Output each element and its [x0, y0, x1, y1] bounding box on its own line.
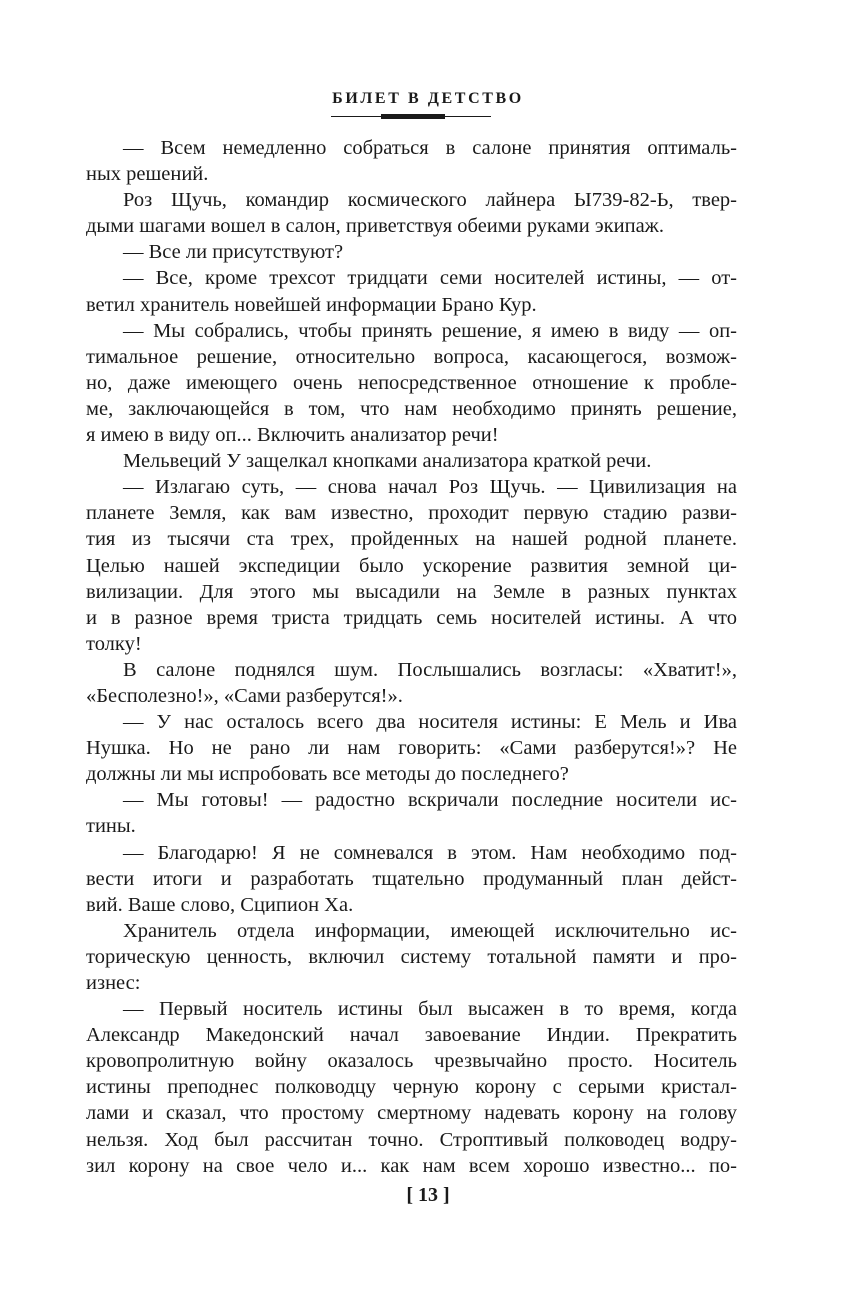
text-line: — Всем немедленно собраться в салоне принятия оптималь- [123, 137, 737, 159]
text-line: Мельвеций У защелкал кнопками анализатора краткой речи. [123, 450, 652, 473]
text-line: и в разное время триста тридцать семь носителей истины. А что [86, 606, 737, 629]
text-line: планете Земля, как вам известно, проходит первую стадию разви- [86, 502, 737, 525]
text-line: торическую ценность, включил систему тотальной памяти и про- [86, 945, 737, 968]
header-rule [331, 114, 491, 119]
text-line: нельзя. Ход был рассчитан точно. Строптивый полководец водру- [86, 1128, 737, 1151]
text-line: ме, заключающейся в том, что нам необходимо принять решение, [86, 397, 737, 420]
text-line: ных решений. [86, 163, 209, 186]
text-line: Хранитель отдела информации, имеющей исключительно ис- [123, 919, 737, 942]
header-rule-thick [381, 114, 445, 119]
text-line: кровопролитную войну оказалось чрезвычайно просто. Носитель [86, 1050, 737, 1073]
text-line: вий. Ваше слово, Сципион Ха. [86, 893, 354, 916]
text-line: Целью нашей экспедиции было ускорение развития земной ци- [86, 554, 737, 577]
text-line: — Мы готовы! — радостно вскричали последние носители ис- [123, 789, 737, 812]
text-line: «Бесполезно!», «Сами разберутся!». [86, 684, 403, 707]
text-line: В салоне поднялся шум. Послышались возгласы: «Хватит!», [123, 658, 737, 681]
text-line: тия из тысячи ста трех, пройденных на нашей родной планете. [86, 528, 737, 551]
text-line: изнес: [86, 972, 141, 994]
text-line: — Излагаю суть, — снова начал Роз Щучь. — Цивилизация на [123, 476, 737, 499]
text-line: — Благодарю! Я не сомневался в этом. Нам необходимо под- [123, 841, 737, 864]
text-line: — Первый носитель истины был высажен в то время, когда [123, 998, 737, 1021]
text-line: — У нас осталось всего два носителя истины: Е Мель и Ива [123, 711, 737, 734]
text-line: толку! [86, 632, 142, 655]
page-number: [ 13 ] [406, 1184, 450, 1206]
text-line: тимальное решение, относительно вопроса, касающегося, возмож- [86, 345, 737, 368]
text-line: я имею в виду оп... Включить анализатор речи! [86, 424, 499, 447]
text-line: вилизации. Для этого мы высадили на Земле в разных пунктах [86, 580, 737, 603]
text-line: — Все ли присутствуют? [123, 241, 344, 264]
text-line: Нушка. Но не рано ли нам говорить: «Сами разберутся!»? Не [86, 737, 737, 760]
body-text [86, 135, 737, 1179]
text-line: — Мы собрались, чтобы принять решение, я имею в виду — оп- [123, 319, 737, 342]
text-line: ветил хранитель новейшей информации Брано Кур. [86, 293, 537, 316]
text-line: — Все, кроме трехсот тридцати семи носителей истины, — от- [123, 267, 737, 290]
text-line: тины. [86, 815, 136, 838]
text-line: должны ли мы испробовать все методы до последнего? [86, 763, 569, 786]
text-line: истины преподнес полководцу черную корону с серыми кристал- [86, 1076, 737, 1099]
running-header [0, 88, 856, 110]
text-line: лами и сказал, что простому смертному надевать корону на голову [86, 1102, 737, 1125]
text-line: Роз Щучь, командир космического лайнера Ы739-82-Ь, твер- [123, 189, 737, 212]
text-line: Александр Македонский начал завоевание Индии. Прекратить [86, 1024, 737, 1047]
running-title: БИЛЕТ В ДЕТСТВО [332, 90, 524, 107]
text-line: дыми шагами вошел в салон, приветствуя обеими руками экипаж. [86, 215, 664, 238]
text-line: но, даже имеющего очень непосредственное отношение к пробле- [86, 371, 737, 394]
text-line: зил корону на свое чело и... как нам всем хорошо известно... по- [86, 1154, 737, 1177]
text-line: вести итоги и разработать тщательно продуманный план дейст- [86, 867, 737, 890]
